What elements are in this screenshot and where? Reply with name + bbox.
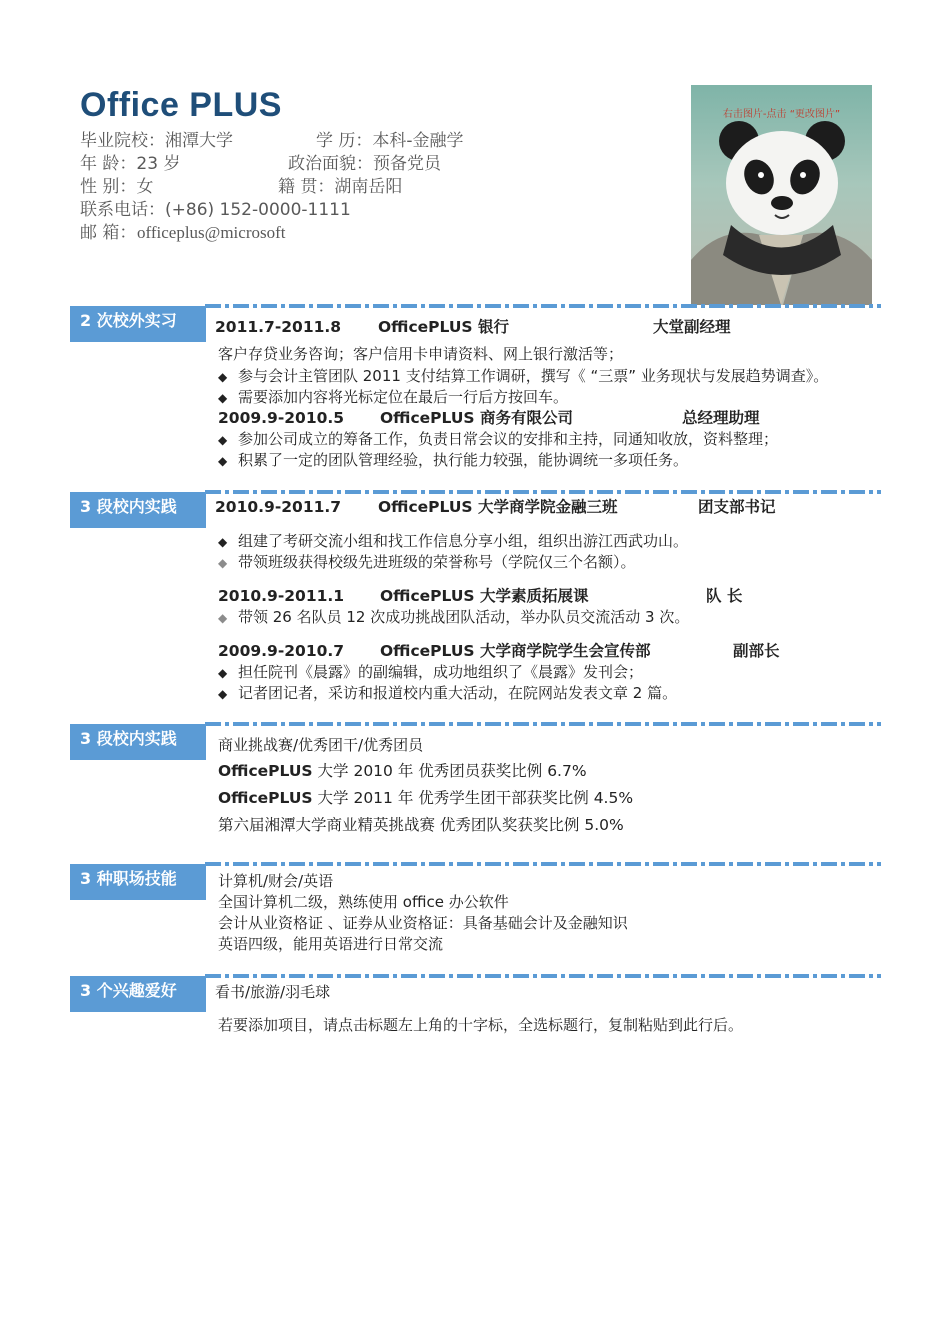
job2-org: OfficePLUS 商务有限公司 (380, 409, 573, 427)
practice1-org: OfficePLUS 大学商学院金融三班 (378, 498, 618, 516)
school-field: 毕业院校：湘潭大学 (80, 131, 233, 151)
section-label-skills: 3 种职场技能 (70, 864, 206, 900)
list-item: ◆ 记者团记者，采访和报道校内重大活动，在院网站发表文章 2 篇。 (218, 684, 678, 702)
list-item: ◆ 参加公司成立的筹备工作，负责日常会议的安排和主持，同通知收放，资料整理； (218, 430, 779, 448)
list-item: ◆ 担任院刊《晨露》的副编辑，成功地组织了《晨露》发刊会； (218, 663, 644, 681)
practice3-org: OfficePLUS 大学商学院学生会宣传部 (380, 642, 651, 660)
section-divider (205, 490, 881, 494)
job2-role: 总经理助理 (682, 409, 760, 427)
job1-date: 2011.7-2011.8 (215, 318, 342, 336)
hobbies-line: 看书/旅游/羽毛球 (215, 983, 331, 1001)
section-divider (205, 722, 881, 726)
section-divider (205, 974, 881, 978)
email-value: officeplus@microsoft (137, 223, 286, 242)
job1-role: 大堂副经理 (653, 318, 731, 336)
email-label: 邮 箱： (80, 223, 137, 243)
practice2-date: 2010.9-2011.1 (218, 587, 345, 605)
job1-intro: 客户存贷业务咨询；客户信用卡申请资料、网上银行激活等； (218, 345, 624, 363)
diamond-bullet-icon: ◆ (218, 687, 228, 701)
award-line: OfficePLUS 大学 2011 年 优秀学生团干部获奖比例 4.5% (218, 789, 634, 807)
diamond-bullet-icon: ◆ (218, 454, 228, 468)
list-item: ◆ 带领 26 名队员 12 次成功挑战团队活动，举办队员交流活动 3 次。 (218, 608, 690, 626)
list-item: ◆ 积累了一定的团队管理经验，执行能力较强，能协调统一多项任务。 (218, 451, 689, 469)
award-line: OfficePLUS 大学 2010 年 优秀团员获奖比例 6.7% (218, 762, 587, 780)
practice1-role: 团支部书记 (698, 498, 776, 516)
skill-line: 计算机/财会/英语 (218, 872, 334, 890)
awards-summary: 商业挑战赛/优秀团干/优秀团员 (218, 736, 424, 754)
profile-photo[interactable] (691, 85, 872, 305)
section-label-awards: 3 段校内实践 (70, 724, 206, 760)
section-label-hobbies: 3 个兴趣爱好 (70, 976, 206, 1012)
diamond-bullet-icon: ◆ (218, 433, 228, 447)
diamond-bullet-icon: ◆ (218, 535, 228, 549)
job2-date: 2009.9-2010.5 (218, 409, 345, 427)
diamond-bullet-icon: ◆ (218, 611, 228, 625)
age-field: 年 龄：23 岁 (80, 154, 181, 174)
section-divider (205, 304, 881, 308)
section-label-internships: 2 次校外实习 (70, 306, 206, 342)
degree-field: 学 历：本科-金融学 (316, 131, 464, 151)
skill-line: 全国计算机二级，熟练使用 office 办公软件 (218, 893, 509, 911)
candidate-name: Office PLUS (80, 86, 282, 124)
list-item: ◆ 参与会计主管团队 2011 支付结算工作调研，撰写《 “三票” 业务现状与发展趋势调查》。 (218, 367, 829, 385)
list-item: ◆ 带领班级获得校级先进班级的荣誉称号（学院仅三个名额）。 (218, 553, 636, 571)
skill-line: 英语四级，能用英语进行日常交流 (218, 935, 444, 953)
political-field: 政治面貌：预备党员 (288, 154, 441, 174)
skill-line: 会计从业资格证 、证券从业资格证：具备基础会计及金融知识 (218, 914, 628, 932)
list-item: ◆ 组建了考研交流小组和找工作信息分享小组，组织出游江西武功山。 (218, 532, 689, 550)
practice2-role: 队 长 (706, 587, 743, 605)
diamond-bullet-icon: ◆ (218, 370, 228, 384)
practice3-role: 副部长 (733, 642, 780, 660)
job1-org: OfficePLUS 银行 (378, 318, 509, 336)
practice3-date: 2009.9-2010.7 (218, 642, 345, 660)
diamond-bullet-icon: ◆ (218, 391, 228, 405)
award-line: 第六届湘潭大学商业精英挑战赛 优秀团队奖获奖比例 5.0% (218, 816, 624, 834)
photo-caption: 右击图片-点击 “更改图片” (722, 109, 841, 120)
list-item: ◆ 需要添加内容将光标定位在最后一行后方按回车。 (218, 388, 569, 406)
gender-field: 性 别：女 (80, 177, 154, 197)
hint-line: 若要添加项目，请点击标题左上角的十字标，全选标题行，复制粘贴到此行后。 (218, 1016, 744, 1034)
diamond-bullet-icon: ◆ (218, 556, 228, 570)
practice1-date: 2010.9-2011.7 (215, 498, 342, 516)
practice2-org: OfficePLUS 大学素质拓展课 (380, 587, 589, 605)
section-label-campus-practice: 3 段校内实践 (70, 492, 206, 528)
section-divider (205, 862, 881, 866)
phone-field: 联系电话：(+86) 152-0000-1111 (80, 200, 351, 220)
hometown-field: 籍 贯：湖南岳阳 (278, 177, 403, 197)
diamond-bullet-icon: ◆ (218, 666, 228, 680)
